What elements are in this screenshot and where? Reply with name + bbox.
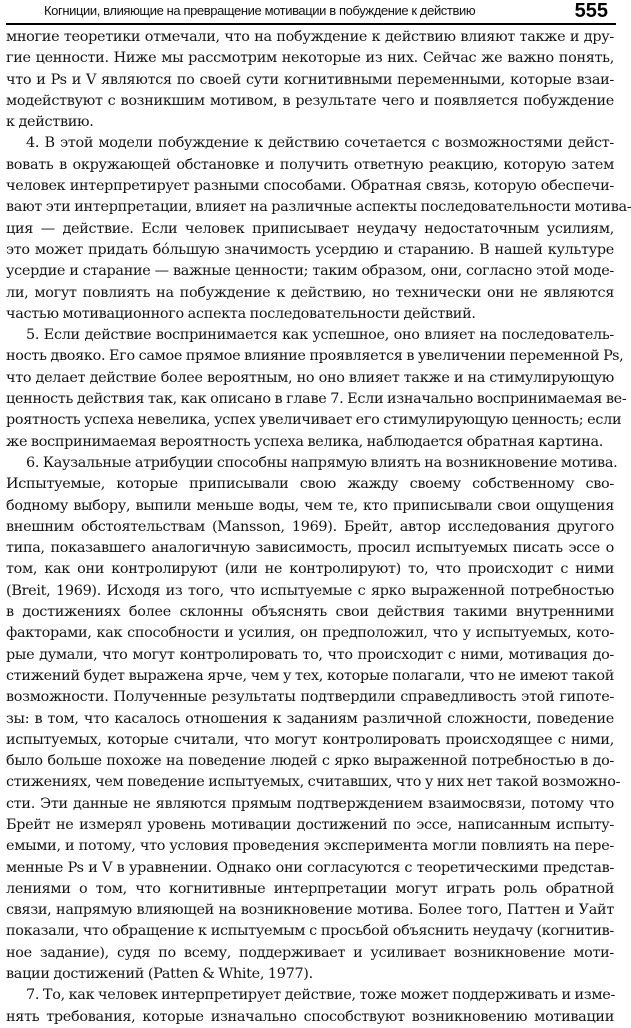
text-line: усердие и старание — важные ценности; таким образом, они, согласно этой моде- [6, 263, 614, 280]
text-line: ция — действие. Если человек приписывает неудачу недостаточным усилиям, [6, 220, 614, 237]
text-line: 5. Если действие воспринимается как успешное, оно влияет на последователь- [26, 327, 614, 344]
text-line: вают эти интерпретации, влияет на различные аспекты последовательности мотива- [6, 199, 631, 216]
text-line: это может придать бóльшую значимость усердию и старанию. В нашей культуре [6, 241, 614, 258]
text-line: показали, что обращение к испытуемым с просьбой объяснить неудачу (когнитив- [6, 923, 614, 940]
text-line: факторами, как способности и усилия, он предположил, что у испытуемых, кото- [6, 625, 614, 642]
text-line: стижений будет выражена ярче, чем у тех, которые полагали, что не имеют такой [6, 667, 614, 684]
text-line: роятность успеха невелика, успех увеличивает его стимулирующую ценность; если [6, 412, 622, 429]
text-line: многие теоретики отмечали, что на побуждение к действию влияют также и дру- [6, 29, 614, 45]
text-line: ность двояко. Его самое прямое влияние проявляется в увеличении переменной Ps, [6, 348, 624, 365]
text-line: 7. То, как человек интерпретирует действие, тоже может поддерживать и изме- [26, 987, 616, 1004]
text-line: типа, показавшего аналогичную зависимость, просил испытуемых писать эссе о [6, 540, 614, 557]
text-line: лениями о том, что когнитивные интерпретации могут играть роль обратной [6, 880, 614, 897]
text-line: гие ценности. Ниже мы рассмотрим некоторые из них. Сейчас же важно понять, [6, 50, 614, 67]
text-line: что и Ps и V являются по своей сути когнитивными переменными, которые взаи- [6, 71, 614, 88]
text-line: 4. В этой модели побуждение к действию сочетается с возможностями дейст- [26, 135, 614, 152]
text-line: частью мотивационного аспекта последовательности действий. [6, 305, 476, 322]
text-line: Брейт не измерял уровень мотивации достижений по эссе, написанным испыту- [6, 816, 614, 833]
body-text [6, 27, 631, 1028]
text-line: 6. Каузальные атрибуции способны напрямую влиять на возникновение мотива. [26, 454, 618, 471]
text-line: стижениях, чем поведение испытуемых, считавших, что у них нет такой возможно- [6, 774, 621, 791]
text-line: же воспринимаемая вероятность успеха велика, наблюдается обратная картина. [6, 433, 604, 450]
text-line: рые думали, что могут контролировать то, что происходит с ними, мотивация до- [6, 646, 614, 663]
text-line: что делает действие более вероятным, но оно влияет также и на стимулирующую [6, 369, 614, 386]
text-line: Испытуемые, которые приписывали свою жажду своему собственному сво- [6, 476, 614, 493]
text-line: том, как они контролируют (или не контролируют) то, что происходит с ними [6, 561, 614, 578]
text-line: вации достижений (Patten & White, 1977). [6, 966, 313, 983]
text-line: ное задание), судя по всему, поддерживает и усиливает возникновение моти- [6, 944, 614, 961]
page-number: 555 [574, 0, 608, 22]
text-line: менные Ps и V в уравнении. Однако они согласуются с теоретическими представ- [6, 859, 614, 876]
text-line: ценность действия так, как описано в главе 7. Если изначально воспринимаемая ве- [6, 391, 627, 408]
text-line: к действию. [6, 114, 94, 131]
text-line: было больше похоже на поведение людей с ярко выраженной потребностью в до- [6, 753, 614, 770]
text-line: зы: в том, что касалось отношения к заданиям различной сложности, поведение [6, 710, 614, 727]
text-line: человек интерпретирует разными способами. Обратная связь, которую обеспечи- [6, 178, 614, 195]
text-line: возможности. Полученные результаты подтвердили справедливость этой гипоте- [6, 689, 614, 706]
text-line: ли, могут повлиять на побуждение к действию, но технически они не являются [6, 284, 614, 301]
page-header [0, 0, 620, 26]
text-line: связи, напрямую влияющей на возникновение мотива. Более того, Паттен и Уайт [6, 902, 614, 919]
text-line: внешним обстоятельствам (Mansson, 1969). Брейт, автор исследования другого [6, 518, 614, 535]
running-title: Когниции, влияющие на превращение мотивации в побуждение к действию [44, 3, 476, 18]
text-line: нять требования, которые изначально способствуют возникновению мотивации [6, 1008, 614, 1025]
text-line: емыми, и потому, что условия проведения эксперимента могли повлиять на пере- [6, 838, 614, 855]
text-line: модействуют с возникшим мотивом, в результате чего и появляется побуждение [6, 92, 614, 109]
text-line: сти. Эти данные не являются прямым подтверждением взаимосвязи, потому что [6, 795, 614, 812]
header-rule [6, 23, 616, 25]
text-line: (Breit, 1969). Исходя из того, что испытуемые с ярко выраженной потребностью [6, 582, 614, 599]
text-line: бодному выбору, выпили меньше воды, чем те, кто приписывали свои ощущения [6, 497, 614, 514]
text-line: вовать в окружающей обстановке и получить ответную реакцию, которую затем [6, 156, 614, 173]
text-line: в достижениях более склонны объяснять свои действия такими внутренними [6, 604, 614, 621]
text-line: испытуемых, которые считали, что могут контролировать происходящее с ними, [6, 731, 614, 748]
